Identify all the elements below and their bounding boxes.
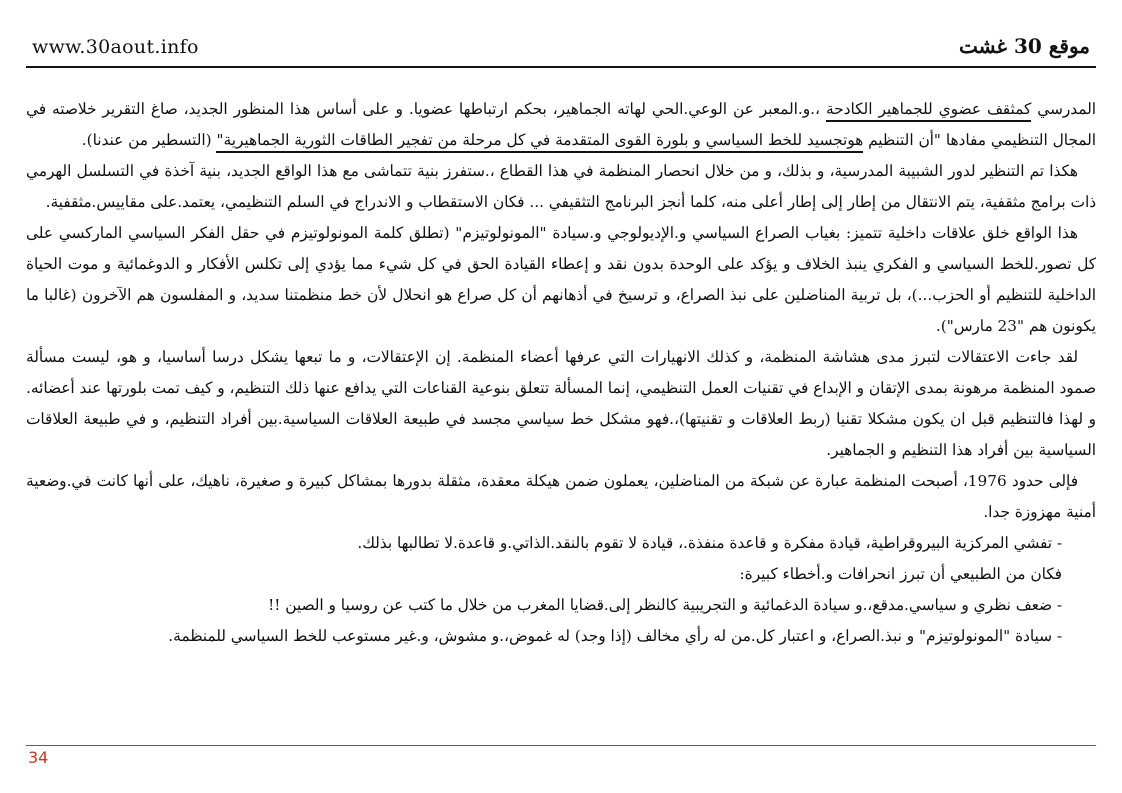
page-number: 34 xyxy=(28,748,49,767)
paragraph-1-start: المدرسي xyxy=(1031,100,1096,118)
underlined-phrase: كمثقف عضوي للجماهير الكادحة xyxy=(826,100,1031,122)
paragraph-3: هذا الواقع خلق علاقات داخلية تتميز: بغياب الصراع السياسي و.الإديولوجي و.سيادة "المونولوتيزم" (تطلق كلمة المونولوتيزم في حقل الفكر السياسي الماركسي على كل تصور.للخط السياسي و الفكري ينبذ الخلاف و يؤكد على الوحدة بدون نقد و إعطاء القيادة الحق في كل شيء مما يؤدي إلى تكلس الأفكار و الدوغمائية و موت الحياة الداخلية للتنظيم أو الحزب...)، بل تربية المناضلين على نبذ الصراع، و ترسيخ في أذهانهم أن كل صراع هو انحلال لأن خط منظمتنا سديد، و المفلسون هم الآخرون (غالبا ما يكونون هم "23 مارس"). xyxy=(26,224,1096,335)
paragraph-4: لقد جاءت الاعتقالات لتبرز مدى هشاشة المنظمة، و كذلك الانهيارات التي عرفها أعضاء المنظمة. إن الإعتقالات، و ما تبعها يشكل درسا أساسيا، و هو، ليست مسألة صمود المنظمة مرهونة بمدى الإتقان و الإبداع في تقنيات العمل التنظيمي، إنما المسألة تتعلق بنوعية القناعات التي يدافع عنها ذلك التنظيم، و كيف تمت بلورتها عند أعضائه. و لهذا فالتنظيم قبل ان يكون مشكلا تقنيا (ربط العلاقات و تقنيتها)،.فهو مشكل خط سياسي مجسد في طبيعة العلاقات السياسية.بين أفراد التنظيم، و في طبيعة العلاقات السياسية بين أفراد هذا التنظيم و الجماهير. xyxy=(26,348,1096,459)
footer-divider xyxy=(26,745,1096,746)
paragraph-1-middle: ،.و.المعبر عن الوعي.الحي لهاته الجماهير، بحكم ارتباطها عضويا. و على أساس هذا المنظور الجديد، صاغ التقرير خلاصته في المجال التنظيمي مفادها "أن التنظيم xyxy=(26,100,1096,149)
article-body xyxy=(26,94,1096,727)
paragraph-1 xyxy=(26,94,1096,156)
page-header xyxy=(26,30,1096,68)
list-item: - ضعف نظري و سياسي.مدقع،.و سيادة الدغمائية و التجريبية كالنظر إلى.قضايا المغرب من خلال ما كتب عن روسيا و الصين !! xyxy=(268,596,1062,614)
site-url[interactable]: www.30aout.info xyxy=(32,36,199,58)
list-item: - تفشي المركزية البيروقراطية، قيادة مفكرة و قاعدة منفذة.، قيادة لا تقوم بالنقد.الذاتي.و قاعدة.لا تطالبها بذلك. xyxy=(357,534,1062,552)
paragraph-5: فإلى حدود 1976، أصبحت المنظمة عبارة عن شبكة من المناضلين، يعملون ضمن هيكلة معقدة، مثقلة بدورها بمشاكل كبيرة و صغيرة، ناهيك، على أنها كانت في.وضعية أمنية مهزوزة جدا. xyxy=(26,472,1096,521)
list-item: - سيادة "المونولوتيزم" و نبذ.الصراع، و اعتبار كل.من له رأي مخالف (إذا وجد) له غموض،.و مشوش، و.غير مستوعب للخط السياسي للمنظمة. xyxy=(168,627,1062,645)
site-name: موقع 30 غشت xyxy=(959,34,1090,58)
paragraph-2: هكذا تم التنظير لدور الشبيبة المدرسية، و بذلك، و من خلال انحصار المنظمة في هذا القطاع ،.ستفرز بنية تتماشى مع هذا الواقع الجديد، بنية آخذة في التسلسل الهرمي ذات برامج مثقفية، يتم الانتقال من إطار إلى إطار أعلى منه، كلما أنجز البرنامج التثقيفي ... فكان الاستقطاب و الاندراج في السلم التنظيمي، يعتمد.على مقاييس.مثقفية. xyxy=(26,162,1096,211)
list-item: فكان من الطبيعي أن تبرز انحرافات و.أخطاء كبيرة: xyxy=(739,565,1062,583)
underlined-quote: هوتجسيد للخط السياسي و بلورة القوى المتقدمة في كل مرحلة من تفجير الطاقات الثورية الجماهيرية" xyxy=(216,131,863,153)
paragraph-1-end: (التسطير من عندنا). xyxy=(81,131,217,149)
